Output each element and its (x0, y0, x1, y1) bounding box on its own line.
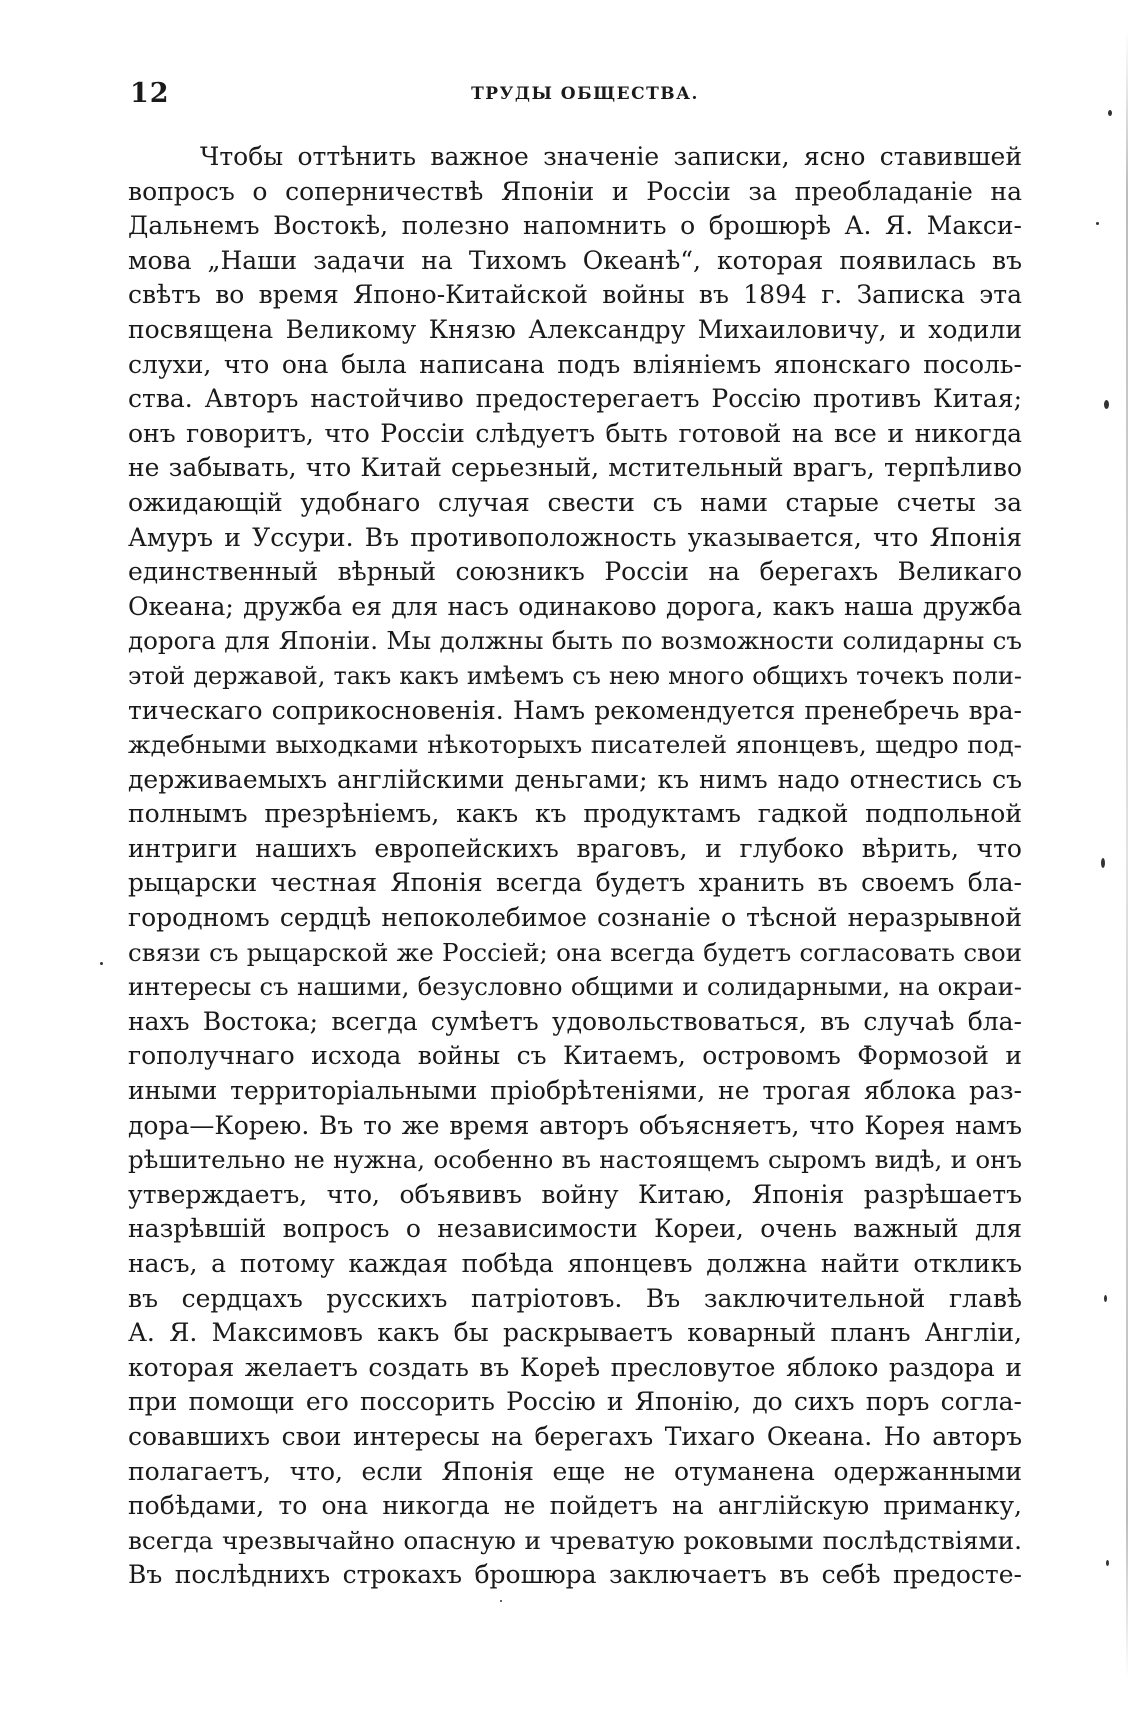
text-line: назрѣвшій вопросъ о независимости Кореи, очень важный для (128, 1214, 1022, 1244)
text-line: дорога для Японіи. Мы должны быть по возможности солидарны съ (128, 626, 1022, 656)
scan-speck (1104, 400, 1109, 409)
text-line: интересы съ нашими, безусловно общими и солидарными, на окраи- (128, 972, 1022, 1002)
text-line: нахъ Востока; всегда сумѣетъ удовольствоваться, въ случаѣ бла- (128, 1006, 1022, 1036)
scan-speck (100, 962, 103, 965)
text-line: иными территоріальными пріобрѣтеніями, не трогая яблока раз- (128, 1076, 1022, 1106)
text-line: Амуръ и Уссури. Въ противоположность указывается, что Японія (128, 522, 1022, 552)
text-line: всегда чрезвычайно опасную и чреватую роковыми послѣдствіями. (128, 1525, 1022, 1555)
text-line: дора—Корею. Въ то же время авторъ объясняетъ, что Корея намъ (128, 1110, 1022, 1140)
text-line: держиваемыхъ англійскими деньгами; къ нимъ надо отнестись съ (128, 764, 1022, 794)
text-line: этой державой, такъ какъ имѣемъ съ нею много общихъ точекъ поли- (128, 661, 1022, 690)
text-line: полагаетъ, что, если Японія еще не отуманена одержанными (128, 1456, 1022, 1486)
scan-speck (1108, 110, 1112, 116)
scan-speck (1106, 1560, 1109, 1566)
text-line: единственный вѣрный союзникъ Россіи на берегахъ Великаго (128, 557, 1022, 587)
text-line: свѣтъ во время Японо-Китайской войны въ 1894 г. Записка эта (128, 280, 1022, 310)
text-line: ства. Авторъ настойчиво предостерегаетъ Россію противъ Китая; (128, 384, 1022, 414)
text-line: побѣдами, то она никогда не пойдетъ на англійскую приманку, (128, 1491, 1022, 1521)
scan-speck (500, 1600, 502, 1602)
text-line: которая желаетъ создать въ Кореѣ пресловутое яблоко раздора и (128, 1352, 1022, 1382)
scan-edge-shadow (1126, 30, 1128, 1680)
text-line: насъ, а потому каждая побѣда японцевъ должна найти откликъ (128, 1249, 1022, 1278)
text-line: въ сердцахъ русскихъ патріотовъ. Въ заключительной главѣ (128, 1283, 1022, 1313)
text-line: полнымъ презрѣніемъ, какъ къ продуктамъ гадкой подпольной (128, 799, 1022, 829)
text-line: тическаго соприкосновенія. Намъ рекомендуется пренебречь вра- (128, 695, 1022, 725)
body-text (128, 140, 1022, 1593)
text-line: слухи, что она была написана подъ вліяніемъ японскаго посоль- (128, 349, 1022, 379)
text-line: гополучнаго исхода войны съ Китаемъ, островомъ Формозой и (128, 1041, 1022, 1071)
text-line: онъ говоритъ, что Россіи слѣдуетъ быть готовой на все и никогда (128, 418, 1022, 448)
text-line: посвящена Великому Князю Александру Михаиловичу, и ходили (128, 314, 1022, 344)
text-line: А. Я. Максимовъ какъ бы раскрываетъ коварный планъ Англіи, (128, 1318, 1022, 1348)
text-line: вопросъ о соперничествѣ Японіи и Россіи за преобладаніе на (128, 176, 1022, 206)
scan-speck (1104, 1295, 1107, 1302)
text-line: интриги нашихъ европейскихъ враговъ, и глубоко вѣрить, что (128, 833, 1022, 863)
text-line: связи съ рыцарской же Россіей; она всегда будетъ согласовать свои (128, 937, 1022, 967)
running-head: ТРУДЫ ОБЩЕСТВА. (471, 84, 699, 104)
text-line: Океана; дружба ея для насъ одинаково дорога, какъ наша дружба (128, 591, 1022, 621)
text-line: ждебными выходками нѣкоторыхъ писателей японцевъ, щедро под- (128, 730, 1022, 760)
text-line: не забывать, что Китай серьезный, мстительный врагъ, терпѣливо (128, 453, 1022, 483)
text-line: при помощи его поссорить Россію и Японію, до сихъ поръ согла- (128, 1387, 1022, 1417)
text-line: Въ послѣднихъ строкахъ брошюра заключаетъ въ себѣ предосте- (128, 1560, 1022, 1590)
scan-speck (1096, 222, 1099, 225)
page-number: 12 (130, 78, 170, 109)
text-line: рѣшительно не нужна, особенно въ настоящемъ сыромъ видѣ, и онъ (128, 1145, 1022, 1175)
text-line: совавшихъ свои интересы на берегахъ Тихаго Океана. Но авторъ (128, 1421, 1022, 1451)
text-line: Дальнемъ Востокѣ, полезно напомнить о брошюрѣ А. Я. Макси- (128, 211, 1022, 241)
text-line: рыцарски честная Японія всегда будетъ хранить въ своемъ бла- (128, 868, 1022, 898)
text-line: Чтобы оттѣнить важное значеніе записки, ясно ставившей (200, 142, 1022, 171)
text-line: ожидающій удобнаго случая свести съ нами старые счеты за (128, 487, 1022, 517)
scan-speck (1101, 858, 1105, 868)
text-line: утверждаетъ, что, объявивъ войну Китаю, Японія разрѣшаетъ (128, 1179, 1022, 1209)
text-line: городномъ сердцѣ непоколебимое сознаніе о тѣсной неразрывной (128, 903, 1022, 933)
text-line: мова „Наши задачи на Тихомъ Океанѣ“, которая появилась въ (128, 245, 1022, 275)
